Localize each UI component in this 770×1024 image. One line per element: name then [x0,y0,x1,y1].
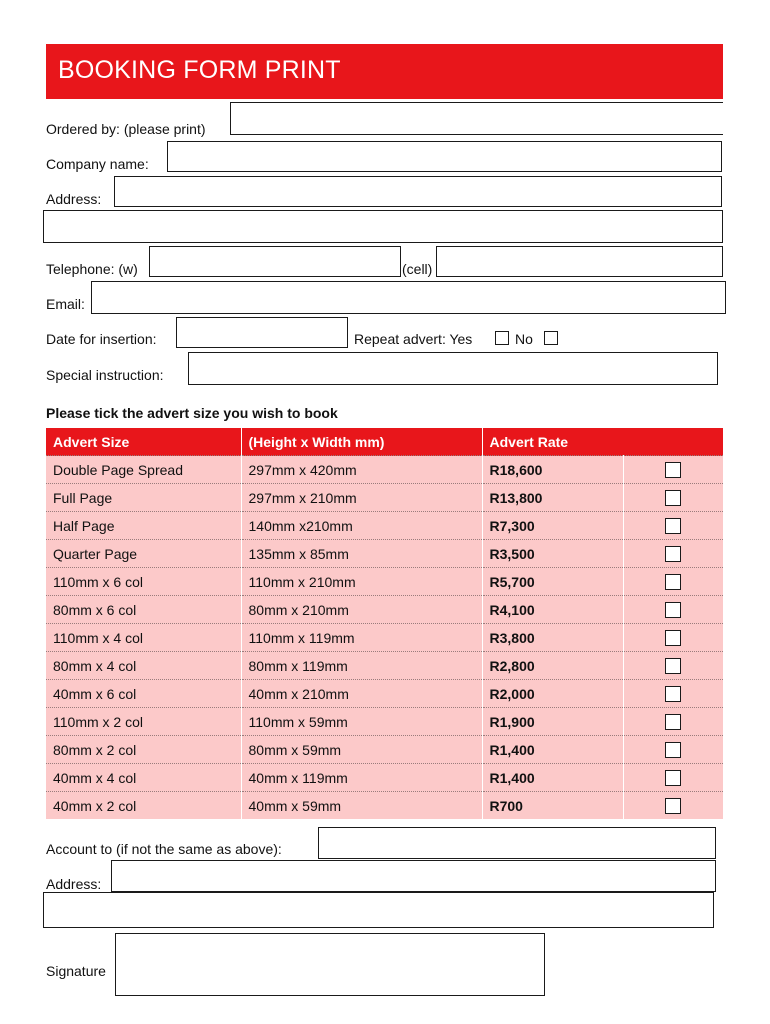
rate-cell: R3,500 [482,540,623,568]
advert-size-checkbox[interactable] [665,658,681,674]
special-instruction-field[interactable] [188,352,718,385]
address-field-line-1[interactable] [114,176,722,207]
rate-cell: R7,300 [482,512,623,540]
company-name-label: Company name: [46,156,149,172]
dimensions-cell: 110mm x 59mm [241,708,482,736]
tick-cell [623,484,723,512]
table-row [46,624,723,652]
telephone-cell-field[interactable] [436,246,723,277]
rate-cell: R13,800 [482,484,623,512]
tick-cell [623,624,723,652]
dimensions-cell: 140mm x210mm [241,512,482,540]
billing-address-field-line-2[interactable] [43,892,714,928]
dimensions-cell: 80mm x 119mm [241,652,482,680]
dimensions-cell: 297mm x 210mm [241,484,482,512]
table-row [46,568,723,596]
address-field-line-2[interactable] [43,210,723,243]
table-row [46,540,723,568]
rate-cell: R2,000 [482,680,623,708]
table-row [46,736,723,764]
dimensions-cell: 110mm x 210mm [241,568,482,596]
advert-size-checkbox[interactable] [665,574,681,590]
account-to-field[interactable] [318,827,716,859]
telephone-work-label: Telephone: (w) [46,261,138,277]
advert-size-heading: Please tick the advert size you wish to book [46,405,338,421]
table-row [46,512,723,540]
advert-size-checkbox[interactable] [665,518,681,534]
dimensions-cell: 80mm x 59mm [241,736,482,764]
date-insertion-label: Date for insertion: [46,331,157,347]
billing-address-field-line-1[interactable] [111,860,716,892]
rate-cell: R2,800 [482,652,623,680]
dimensions-cell: 110mm x 119mm [241,624,482,652]
table-row [46,792,723,820]
signature-label: Signature [46,963,106,979]
column-header-rate: Advert Rate [482,428,723,456]
telephone-cell-label: (cell) [402,261,433,277]
rate-cell: R4,100 [482,596,623,624]
advert-size-cell: Double Page Spread [46,456,241,484]
advert-size-cell: 110mm x 6 col [46,568,241,596]
column-header-dimensions: (Height x Width mm) [241,428,482,456]
date-insertion-field[interactable] [176,317,348,348]
advert-size-cell: 110mm x 4 col [46,624,241,652]
company-name-field[interactable] [167,141,722,172]
advert-size-checkbox[interactable] [665,798,681,814]
rate-cell: R1,900 [482,708,623,736]
header-banner [46,44,723,99]
tick-cell [623,568,723,596]
table-row [46,484,723,512]
tick-cell [623,540,723,568]
tick-cell [623,596,723,624]
rate-cell: R5,700 [482,568,623,596]
tick-cell [623,652,723,680]
dimensions-cell: 40mm x 210mm [241,680,482,708]
dimensions-cell: 40mm x 59mm [241,792,482,820]
advert-size-cell: 80mm x 4 col [46,652,241,680]
table-row [46,596,723,624]
email-field[interactable] [91,281,726,314]
email-label: Email: [46,296,85,312]
account-to-label: Account to (if not the same as above): [46,841,282,857]
advert-size-checkbox[interactable] [665,462,681,478]
table-header-row [46,428,723,456]
rate-cell: R18,600 [482,456,623,484]
advert-size-checkbox[interactable] [665,630,681,646]
table-row [46,456,723,484]
advert-size-cell: 110mm x 2 col [46,708,241,736]
tick-cell [623,456,723,484]
advert-size-cell: 40mm x 6 col [46,680,241,708]
ordered-by-label: Ordered by: (please print) [46,121,206,137]
tick-cell [623,764,723,792]
page-title: BOOKING FORM PRINT [58,56,341,84]
repeat-yes-checkbox[interactable] [495,331,509,345]
advert-size-cell: Full Page [46,484,241,512]
advert-size-checkbox[interactable] [665,714,681,730]
tick-cell [623,512,723,540]
dimensions-cell: 80mm x 210mm [241,596,482,624]
repeat-no-label: No [515,331,533,347]
advert-size-cell: Quarter Page [46,540,241,568]
rate-cell: R1,400 [482,764,623,792]
telephone-work-field[interactable] [149,246,401,277]
advert-size-cell: 40mm x 2 col [46,792,241,820]
tick-cell [623,708,723,736]
table-row [46,652,723,680]
table-row [46,680,723,708]
dimensions-cell: 40mm x 119mm [241,764,482,792]
advert-size-checkbox[interactable] [665,742,681,758]
billing-address-label: Address: [46,876,102,892]
special-instruction-label: Special instruction: [46,367,164,383]
rate-cell: R700 [482,792,623,820]
signature-field[interactable] [115,933,545,996]
tick-cell [623,680,723,708]
advert-size-checkbox[interactable] [665,546,681,562]
column-header-size: Advert Size [46,428,241,456]
advert-size-checkbox[interactable] [665,770,681,786]
advert-size-table [46,428,723,819]
advert-size-cell: 40mm x 4 col [46,764,241,792]
rate-cell: R3,800 [482,624,623,652]
table-row [46,708,723,736]
dimensions-cell: 297mm x 420mm [241,456,482,484]
advert-size-cell: 80mm x 6 col [46,596,241,624]
ordered-by-field[interactable] [230,102,723,135]
advert-size-checkbox[interactable] [665,490,681,506]
advert-size-cell: Half Page [46,512,241,540]
rate-cell: R1,400 [482,736,623,764]
address-label: Address: [46,191,102,207]
tick-cell [623,736,723,764]
advert-size-checkbox[interactable] [665,686,681,702]
table-row [46,764,723,792]
repeat-no-checkbox[interactable] [544,331,558,345]
advert-size-checkbox[interactable] [665,602,681,618]
dimensions-cell: 135mm x 85mm [241,540,482,568]
repeat-advert-label: Repeat advert: Yes [354,331,473,347]
tick-cell [623,792,723,820]
advert-size-cell: 80mm x 2 col [46,736,241,764]
